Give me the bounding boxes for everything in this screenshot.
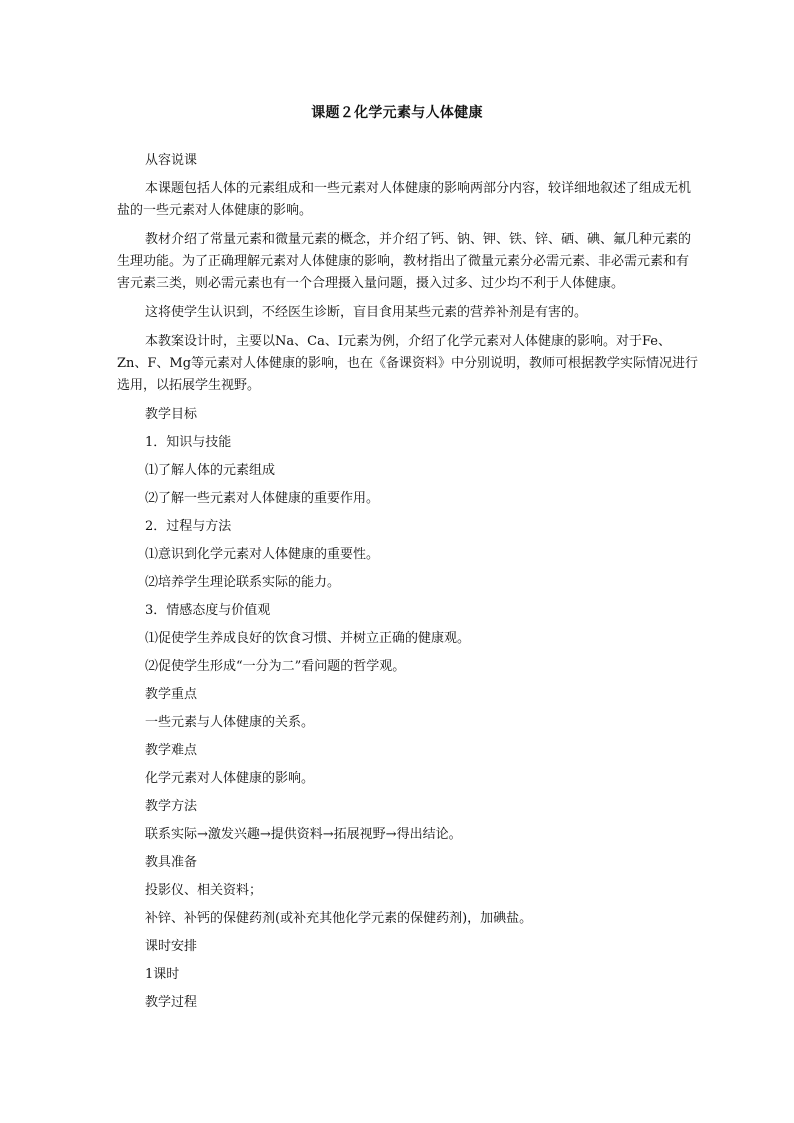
section-heading-schedule: 课时安排	[145, 939, 198, 954]
goal-1-item-a: ⑴了解人体的元素组成	[145, 463, 276, 478]
section-heading-process: 教学过程	[145, 995, 198, 1010]
paragraph-3: 这将使学生认识到，不经医生诊断，盲目食用某些元素的营养补剂是有害的。	[145, 305, 588, 320]
methods-text: 联系实际→激发兴趣→提供资料→拓展视野→得出结论。	[145, 827, 462, 842]
goal-3-item-a: ⑴促使学生养成良好的饮食习惯、并树立正确的健康观。	[145, 631, 471, 646]
section-heading-difficulties: 教学难点	[145, 743, 198, 758]
section-heading-key-points: 教学重点	[145, 687, 198, 702]
document-body	[117, 150, 700, 1020]
paragraph-2: 教材介绍了常量元素和微量元素的概念，并介绍了钙、钠、钾、铁、锌、硒、碘、氟几种元素的生理功能。为了正确理解元素对人体健康的影响，教材指出了微量元素分必需元素、非必需元素和有害元素三类，则必需元素也有一个合理摄入量问题，摄入过多、过少均不利于人体健康。	[117, 232, 692, 291]
goal-3-item-b: ⑵促使学生形成“一分为二”看问题的哲学观。	[145, 659, 406, 674]
goal-1-item-b: ⑵了解一些元素对人体健康的重要作用。	[145, 491, 380, 506]
goal-2-heading: 2．过程与方法	[145, 519, 232, 534]
section-heading-goals: 教学目标	[145, 407, 198, 422]
schedule-text: 1课时	[145, 967, 180, 982]
goal-3-heading: 3．情感态度与价值观	[145, 603, 271, 618]
paragraph-4: 本教案设计时，主要以Na、Ca、I元素为例，介绍了化学元素对人体健康的影响。对于Fe、Zn、F、Mg等元素对人体健康的影响，也在《备课资料》中分别说明，教师可根据教学实际情况进行选用，以拓展学生视野。	[117, 334, 699, 393]
goal-1-heading: 1．知识与技能	[145, 435, 232, 450]
document-title: 课题２化学元素与人体健康	[311, 105, 483, 121]
section-heading-methods: 教学方法	[145, 799, 198, 814]
goal-2-item-b: ⑵培养学生理论联系实际的能力。	[145, 575, 341, 590]
materials-line-2: 补锌、补钙的保健药剂(或补充其他化学元素的保健药剂)，加碘盐。	[145, 911, 533, 926]
paragraph-1: 本课题包括人体的元素组成和一些元素对人体健康的影响两部分内容，较详细地叙述了组成无机盐的一些元素对人体健康的影响。	[117, 181, 692, 218]
difficulties-text: 化学元素对人体健康的影响。	[145, 771, 315, 786]
goal-2-item-a: ⑴意识到化学元素对人体健康的重要性。	[145, 547, 380, 562]
section-heading-materials: 教具准备	[145, 855, 198, 870]
section-heading-intro: 从容说课	[145, 153, 198, 168]
key-points-text: 一些元素与人体健康的关系。	[145, 715, 315, 730]
materials-line-1: 投影仪、相关资料；	[145, 883, 263, 898]
